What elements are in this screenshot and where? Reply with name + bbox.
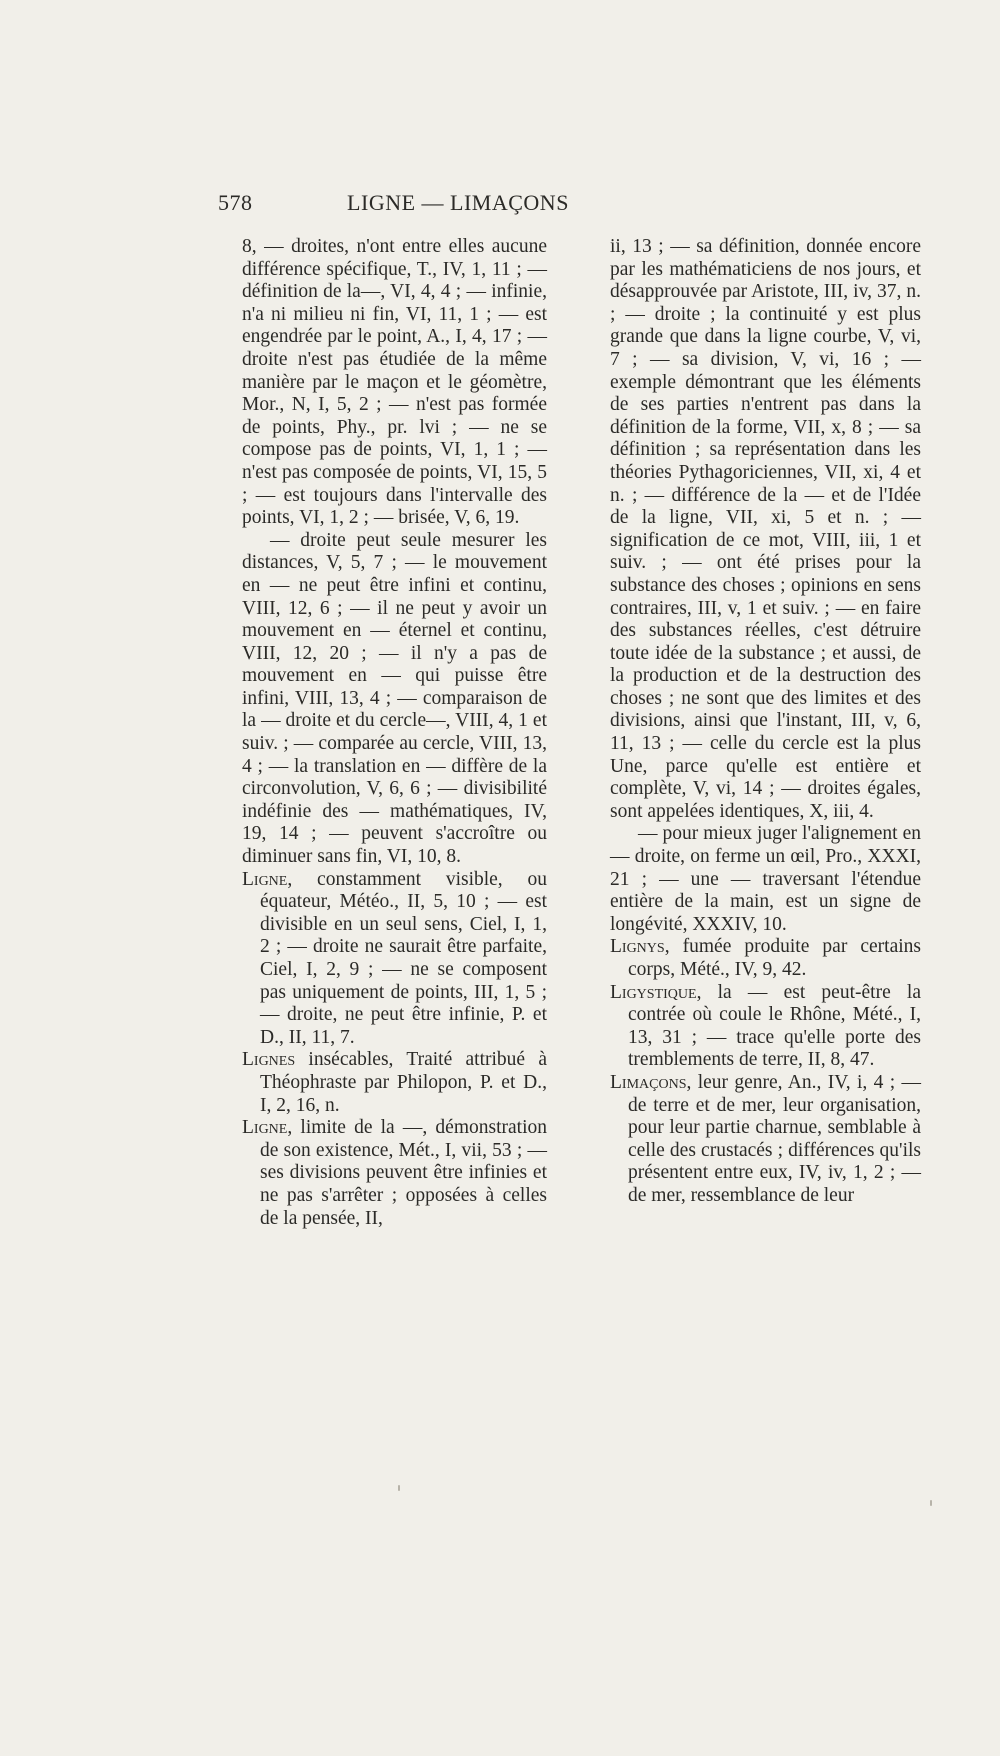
index-entry-continuation: [610, 236, 921, 823]
page-number: 578: [218, 190, 253, 215]
index-entry: [242, 1049, 547, 1117]
entry-text: ii, 13 ; — sa définition, donnée encore par les mathématiciens de nos jours, et désapprouvée par Aristote, III, iv, 37, n. ; — droite ; la continuité y est plus grande que dans la ligne courbe, V, vi, 7 ; — sa division, V, vi, 16 ; — exemple démontrant que les éléments de ses parties n'entrent pas dans la définition de la forme, VII, x, 8 ; — sa définition ; sa représentation dans les théories Pythagoriciennes, VII, xi, 4 et n. ; — différence de la — et de l'Idée de la ligne, VII, xi, 5 et n. ; — signification de ce mot, VIII, iii, 1 et suiv. ; — ont été prises pour la substance des choses ; opinions en sens contraires, III, v, 1 et suiv. ; — en faire des substances réelles, c'est détruire toute idée de la substance ; et aussi, de la production et de la destruction des choses ; ne sont que des limites et des divisions, ainsi que l'instant, III, v, 6, 11, 13 ; — celle du cercle est la plus Une, parce qu'elle est entière et complète, V, vi, 14 ; — droites égales, sont appelées identiques, X, iii, 4.: [610, 236, 921, 822]
index-entry-subparagraph: [610, 823, 921, 936]
entry-text: , leur genre, An., IV, i, 4 ; — de terre et de mer, leur organisation, pour leur partie charnue, semblable à celle des crustacés ; différences qu'ils présentent entre eux, IV, iv, 1, 2 ; — de mer, ressemblance de leur: [628, 1071, 921, 1206]
entry-text: , constamment visible, ou équateur, Météo., II, 5, 10 ; — est divisible en un seul sens, Ciel, I, 1, 2 ; — droite ne saurait être parfaite, Ciel, I, 2, 9 ; — ne se composent pas uniquement de points, III, 1, 5 ; — droite, ne peut être infinie, P. et D., II, 11, 7.: [260, 868, 547, 1048]
index-entry: [242, 869, 547, 1050]
entry-text: , limite de la —, démonstration de son existence, Mét., I, vii, 53 ; — ses divisions peuvent être infinies et ne pas s'arrêter ; opposées à celles de la pensée, II,: [260, 1117, 547, 1229]
entry-headword: Ligne: [242, 1117, 288, 1139]
entry-text: 8, — droites, n'ont entre elles aucune différence spécifique, T., IV, 1, 11 ; — définition de la—, VI, 4, 4 ; — infinie, n'a ni milieu ni fin, VI, 11, 1 ; — est engendrée par le point, A., I, 4, 17 ; — droite n'est pas étudiée de la même manière par le maçon et le géomètre, Mor., N, I, 5, 2 ; — n'est pas formée de points, Phy., pr. lvi ; — ne se compose pas de points, VI, 1, 1 ; — n'est pas composée de points, VI, 15, 5 ; — est toujours dans l'intervalle des points, VI, 1, 2 ; — brisée, V, 6, 19.: [242, 236, 547, 529]
entry-text: insécables, Traité attribué à Théophraste par Philopon, P. et D., I, 2, 16, n.: [260, 1049, 547, 1116]
entry-text: , la — est peut-être la contrée où coule le Rhône, Mété., I, 13, 31 ; — trace qu'elle porte des tremblements de terre, II, 8, 47.: [628, 981, 921, 1071]
entry-headword: Lignes: [242, 1049, 296, 1071]
index-entry: [610, 1072, 921, 1208]
index-entry: [242, 1117, 547, 1230]
paper-speck: [930, 1500, 932, 1506]
index-entry: [610, 982, 921, 1072]
entry-headword: Limaçons: [610, 1071, 687, 1093]
entry-headword: Lignys: [610, 936, 665, 958]
paper-speck: [398, 1485, 400, 1491]
entry-text: , fumée produite par certains corps, Mété., IV, 9, 42.: [628, 936, 921, 980]
entry-headword: Ligne: [242, 868, 288, 890]
running-head: LIGNE — LIMAÇONS: [347, 190, 569, 215]
index-entry-subparagraph: [242, 530, 547, 869]
entry-text: — pour mieux juger l'alignement en — droite, on ferme un œil, Pro., XXXI, 21 ; — une — traversant l'étendue entière de la main, est un signe de longévité, XXXIV, 10.: [610, 823, 921, 935]
right-column: [610, 236, 921, 1208]
entry-text: — droite peut seule mesurer les distances, V, 5, 7 ; — le mouvement en — ne peut être infini et continu, VIII, 12, 6 ; — il ne peut y avoir un mouvement en — éternel et continu, VIII, 12, 20 ; — il n'y a pas de mouvement en — qui puisse être infini, VIII, 13, 4 ; — comparaison de la — droite et du cercle—, VIII, 4, 1 et suiv. ; — comparée au cercle, VIII, 13, 4 ; — la translation en — diffère de la circonvolution, V, 6, 6 ; — divisibilité indéfinie des — mathématiques, IV, 19, 14 ; — peuvent s'accroître ou diminuer sans fin, VI, 10, 8.: [242, 529, 547, 868]
page-header: [218, 190, 688, 220]
index-entry: [610, 936, 921, 981]
index-entry-continuation: [242, 236, 547, 530]
left-column: [242, 236, 547, 1230]
entry-headword: Ligystique: [610, 981, 697, 1003]
